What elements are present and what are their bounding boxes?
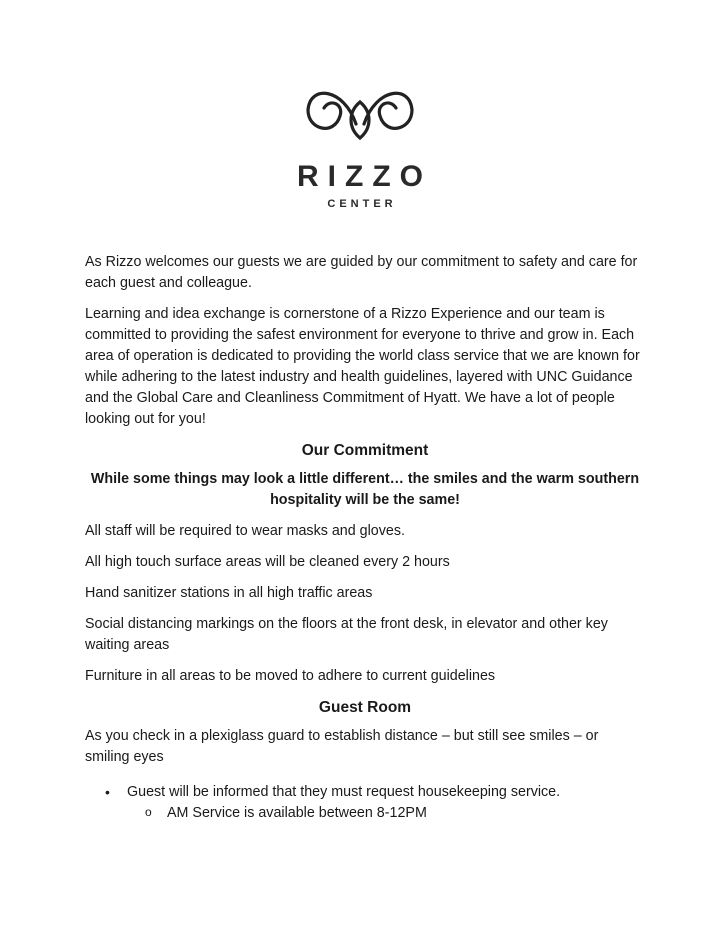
- commitment-heading: Our Commitment: [301, 442, 429, 459]
- commitment-item: Hand sanitizer stations in all high traffic areas: [85, 585, 373, 601]
- sub-list: [127, 803, 645, 824]
- intro-paragraph-2: Learning and idea exchange is cornerstone of a Rizzo Experience and our team is committed to providing the safest environment for everyone to thrive and grow in. Each area of operation is dedicated to providing the world class service that we are known for while adhering to the latest industry and health guidelines, layered with UNC Guidance and the Global Care and Cleanliness Commitment of Hyatt. We have a lot of people looking out for you!: [85, 306, 640, 427]
- commitment-item: Furniture in all areas to be moved to adhere to current guidelines: [85, 668, 496, 684]
- guest-room-list: [85, 782, 645, 824]
- sub-list-item: o AM Service is available between 8-12PM: [167, 803, 645, 824]
- guest-room-intro: As you check in a plexiglass guard to establish distance – but still see smiles – or smiling eyes: [85, 728, 599, 765]
- commitment-item: All staff will be required to wear masks and gloves.: [85, 523, 405, 539]
- commitment-item: Social distancing markings on the floors at the front desk, in elevator and other key waiting areas: [85, 616, 608, 653]
- commitment-item: All high touch surface areas will be cleaned every 2 hours: [85, 554, 450, 570]
- rizzo-logo: [0, 80, 720, 210]
- guest-room-heading: Guest Room: [318, 699, 412, 716]
- logo-wordmark: RIZZO: [297, 160, 432, 193]
- ram-horns-logo-icon: [304, 80, 416, 142]
- intro-paragraph-1: As Rizzo welcomes our guests we are guided by our commitment to safety and care for each guest and colleague.: [85, 254, 638, 291]
- document-body: [85, 252, 645, 824]
- list-item-text: Guest will be informed that they must request housekeeping service.: [127, 784, 561, 800]
- logo-subtitle: CENTER: [327, 198, 397, 210]
- list-item: [127, 782, 645, 824]
- commitment-highlight: While some things may look a little different… the smiles and the warm southern hospitality will be the same!: [90, 471, 640, 508]
